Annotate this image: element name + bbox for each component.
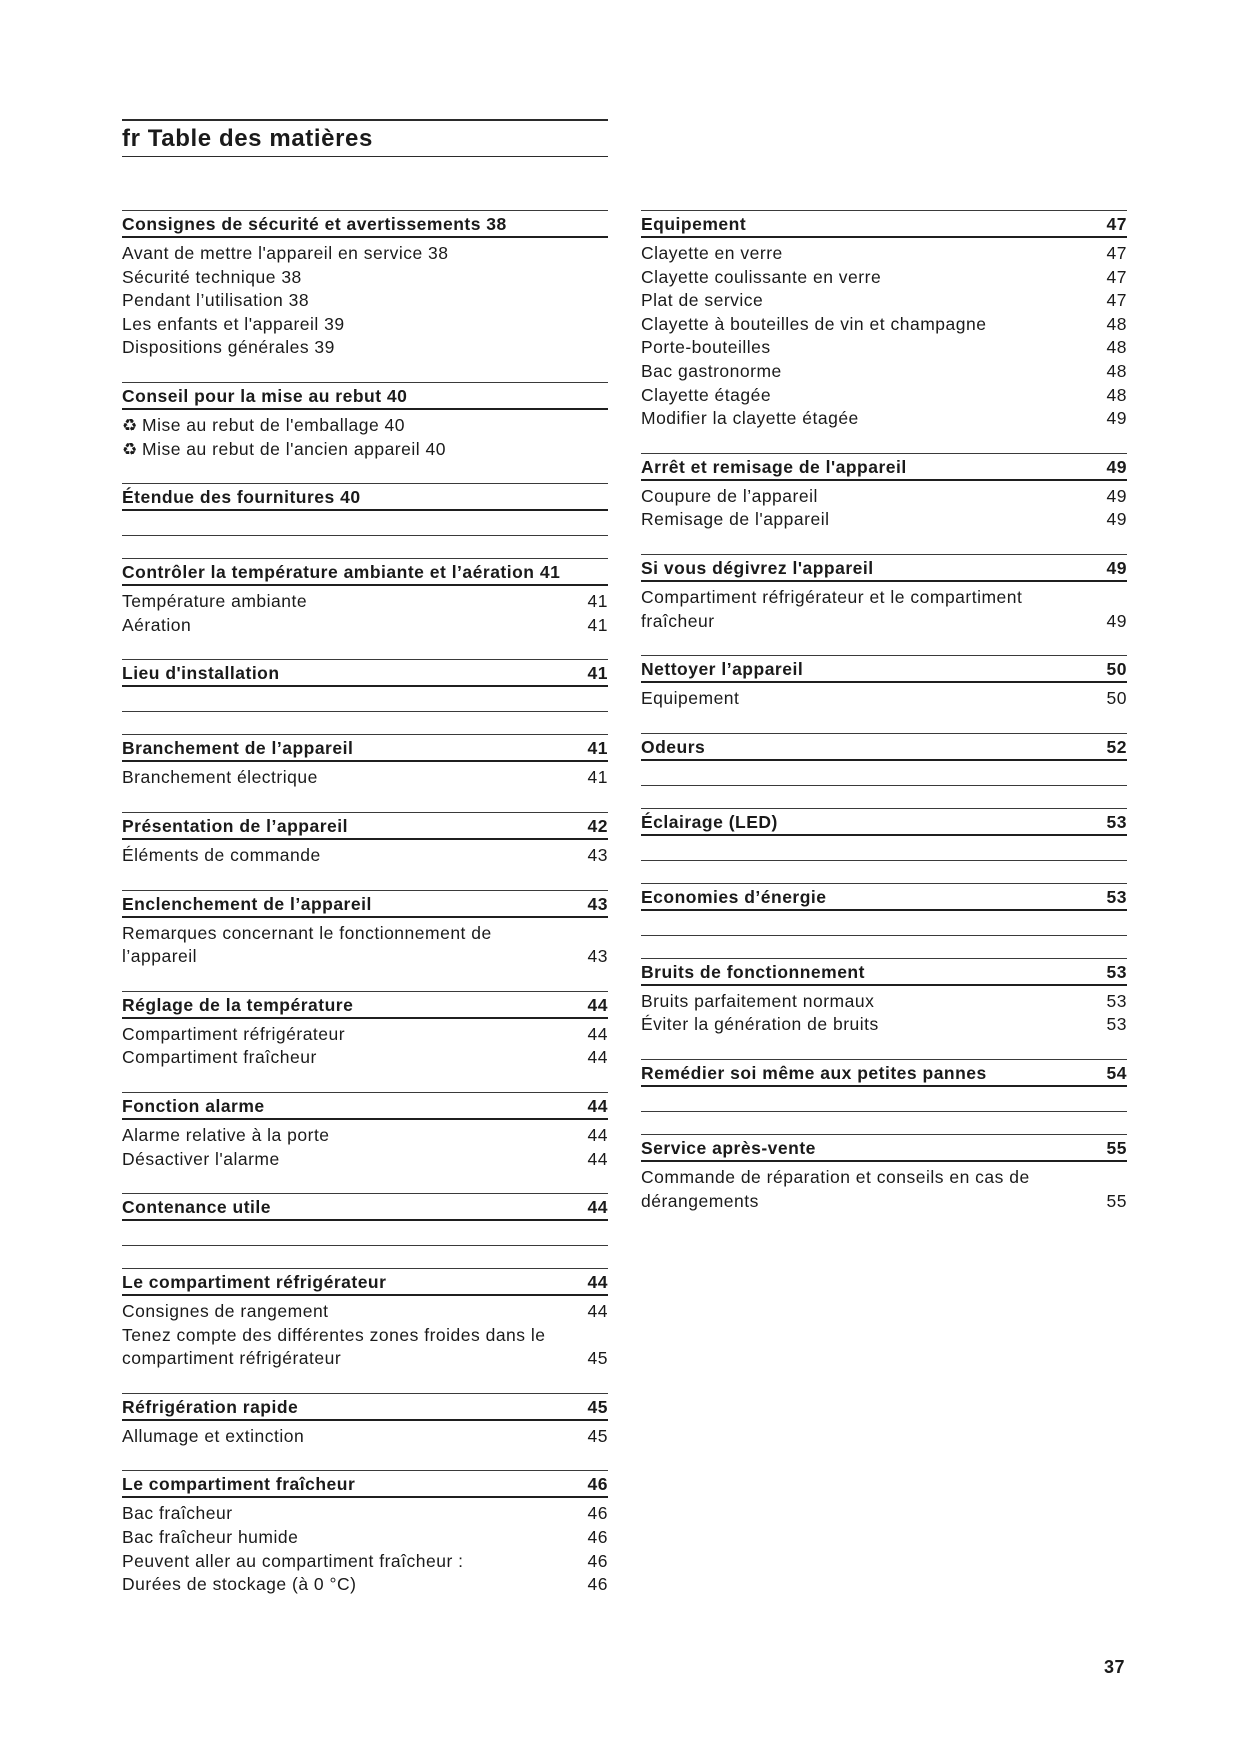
toc-entry-page: 49 (1106, 485, 1127, 506)
toc-entry[interactable] (641, 242, 1127, 266)
toc-entry-page: 53 (1106, 990, 1127, 1011)
toc-section-page: 54 (1106, 1062, 1127, 1083)
toc-entry-title (122, 336, 582, 360)
toc-entry-text: Commande de réparation et conseils en cas de dérangements (641, 1166, 1030, 1211)
toc-entry-list (122, 918, 608, 969)
toc-entry-page: 46 (587, 1527, 608, 1548)
page-number: 37 (1104, 1657, 1126, 1677)
toc-entry-title (641, 990, 1101, 1014)
toc-entry-text: Bac fraîcheur humide (122, 1527, 299, 1548)
toc-entry-list (641, 582, 1127, 633)
toc-entry-page: 46 (587, 1503, 608, 1524)
toc-section (641, 733, 1127, 786)
toc-entry[interactable] (122, 1300, 608, 1324)
toc-section-title: Contenance utile (122, 1197, 271, 1218)
toc-entry-title (641, 313, 1101, 337)
toc-entry-text: Température ambiante (122, 591, 308, 612)
toc-section-page: 44 (587, 1095, 608, 1116)
toc-entry-list (122, 1498, 608, 1596)
toc-entry-page: 48 (1106, 384, 1127, 405)
toc-section-page: 41 (587, 663, 608, 684)
toc-section-title: Fonction alarme (122, 1095, 265, 1116)
toc-entry[interactable] (641, 266, 1127, 290)
toc-entry-text: Mise au rebut de l'ancien appareil 40 (142, 438, 446, 459)
toc-section-title: Nettoyer l’appareil (641, 659, 804, 680)
toc-section-heading[interactable] (641, 554, 1127, 582)
section-divider (641, 761, 1127, 786)
toc-entry-text: Remarques concernant le fonctionnement de l’appareil (122, 922, 492, 967)
toc-section-heading[interactable] (641, 883, 1127, 911)
toc-entry-title (122, 1023, 582, 1047)
toc-section-page: 53 (1106, 886, 1127, 907)
toc-entry-title (641, 266, 1101, 290)
toc-entry-page: 48 (1106, 360, 1127, 381)
toc-entry-title (122, 1550, 582, 1574)
toc-entry-list (122, 762, 608, 790)
toc-entry-text: Mise au rebut de l'emballage 40 (142, 414, 406, 435)
toc-section-title: Economies d’énergie (641, 886, 827, 907)
toc-section-page: 45 (587, 1396, 608, 1417)
toc-section-page: 41 (587, 738, 608, 759)
toc-entry[interactable] (122, 766, 608, 790)
toc-entry-title (641, 687, 1101, 711)
toc-entry-title (122, 438, 582, 462)
toc-entry[interactable] (122, 614, 608, 638)
toc-section (122, 382, 608, 461)
toc-entry-text: Éléments de commande (122, 844, 321, 865)
toc-entry[interactable] (122, 1550, 608, 1574)
toc-section (122, 210, 608, 360)
toc-section-page: 47 (1106, 214, 1127, 234)
toc-entry-list (641, 683, 1127, 711)
toc-entry-title (122, 922, 582, 969)
toc-entry-list (122, 1296, 608, 1371)
toc-entry[interactable] (122, 313, 608, 337)
toc-section-heading[interactable] (122, 382, 608, 410)
page-title-text: fr Table des matières (122, 125, 373, 152)
toc-section-title: Réglage de la température (122, 994, 354, 1015)
toc-entry-text: Compartiment fraîcheur (122, 1047, 317, 1068)
toc-section (122, 1092, 608, 1171)
toc-section-heading[interactable] (641, 733, 1127, 761)
toc-section-heading[interactable] (122, 812, 608, 840)
toc-section-heading[interactable] (122, 659, 608, 687)
toc-entry-page: 47 (1106, 290, 1127, 311)
section-divider (122, 511, 608, 536)
toc-entry-title (122, 414, 582, 438)
toc-right-column (641, 210, 1127, 1235)
toc-section-heading[interactable] (122, 558, 608, 586)
toc-entry-title (122, 1046, 582, 1070)
toc-section-title: Éclairage (LED) (641, 811, 778, 832)
toc-entry-page: 49 (1106, 408, 1127, 429)
toc-entry[interactable] (122, 1526, 608, 1550)
toc-entry[interactable] (641, 687, 1127, 711)
toc-entry[interactable] (122, 336, 608, 360)
toc-entry[interactable] (122, 438, 608, 462)
toc-entry-page: 43 (587, 946, 608, 967)
toc-section-page: 44 (587, 994, 608, 1015)
toc-entry-title (122, 1124, 582, 1148)
toc-entry-page: 45 (587, 1348, 608, 1369)
toc-entry-list (641, 986, 1127, 1037)
toc-entry-page: 44 (587, 1047, 608, 1068)
toc-entry-text: Avant de mettre l'appareil en service 38 (122, 243, 449, 263)
toc-section (122, 483, 608, 536)
toc-entry-list (641, 238, 1127, 431)
toc-entry-page: 49 (1106, 509, 1127, 530)
toc-left-column (122, 210, 608, 1619)
toc-entry-page: 44 (587, 1301, 608, 1322)
toc-entry-text: Sécurité technique 38 (122, 266, 302, 287)
toc-section (122, 890, 608, 969)
toc-entry-text: Plat de service (641, 290, 764, 311)
toc-entry[interactable] (122, 1502, 608, 1526)
section-divider (122, 1221, 608, 1246)
toc-entry[interactable] (641, 336, 1127, 360)
toc-entry-text: Compartiment réfrigérateur (122, 1023, 346, 1044)
toc-entry-text: Bac fraîcheur (122, 1503, 233, 1524)
toc-entry-text: Durées de stockage (à 0 °C) (122, 1574, 357, 1595)
toc-section-heading[interactable] (641, 1059, 1127, 1087)
toc-section-title: Enclenchement de l’appareil (122, 893, 372, 914)
toc-section-page: 50 (1106, 659, 1127, 680)
toc-entry-text: Peuvent aller au compartiment fraîcheur : (122, 1550, 464, 1571)
toc-entry[interactable] (122, 414, 608, 438)
toc-section-heading[interactable] (641, 958, 1127, 986)
page-title (122, 119, 608, 157)
toc-section-title: Odeurs (641, 736, 706, 757)
toc-entry-text: Coupure de l’appareil (641, 485, 818, 506)
toc-section (641, 554, 1127, 633)
section-divider (641, 836, 1127, 861)
toc-entry[interactable] (122, 1573, 608, 1597)
toc-entry-text: Allumage et extinction (122, 1425, 305, 1446)
toc-section-page: 49 (1106, 456, 1127, 477)
toc-entry-text: Désactiver l'alarme (122, 1148, 280, 1169)
toc-section-title: Conseil pour la mise au rebut 40 (122, 385, 408, 406)
toc-section-heading[interactable] (641, 808, 1127, 836)
toc-section-title: Étendue des fournitures 40 (122, 487, 361, 508)
toc-entry-text: Alarme relative à la porte (122, 1124, 330, 1145)
toc-section-heading[interactable] (122, 1470, 608, 1498)
toc-section-heading[interactable] (122, 890, 608, 918)
toc-entry-text: Bac gastronorme (641, 360, 782, 381)
toc-entry-title (122, 1573, 582, 1597)
toc-entry[interactable] (641, 586, 1127, 633)
toc-entry-page: 55 (1106, 1190, 1127, 1211)
toc-section-heading[interactable] (641, 453, 1127, 481)
section-divider (122, 687, 608, 712)
toc-entry-title (122, 1425, 582, 1449)
toc-section (122, 812, 608, 868)
toc-section (641, 210, 1127, 431)
toc-entry-title (122, 266, 582, 290)
toc-section-heading[interactable] (122, 210, 608, 238)
toc-entry[interactable] (122, 922, 608, 969)
toc-entry[interactable] (641, 508, 1127, 532)
toc-entry-page: 43 (587, 844, 608, 865)
toc-entry-text: Dispositions générales 39 (122, 337, 335, 358)
toc-section-title: Le compartiment fraîcheur (122, 1474, 356, 1495)
toc-entry[interactable] (641, 289, 1127, 313)
toc-section (641, 808, 1127, 861)
toc-section (641, 1134, 1127, 1213)
toc-entry-text: Éviter la génération de bruits (641, 1014, 879, 1035)
toc-entry-text: Clayette en verre (641, 243, 783, 263)
toc-entry-title (641, 336, 1101, 360)
toc-section-title: Contrôler la température ambiante et l’aération 41 (122, 562, 561, 583)
toc-section-page: 55 (1106, 1137, 1127, 1158)
toc-entry-title (641, 360, 1101, 384)
toc-section (122, 991, 608, 1070)
toc-entry[interactable] (641, 360, 1127, 384)
toc-entry[interactable] (122, 1148, 608, 1172)
toc-entry-title (641, 586, 1101, 633)
toc-section-heading[interactable] (122, 1393, 608, 1421)
toc-entry-page: 41 (587, 591, 608, 612)
toc-entry-list (122, 410, 608, 461)
toc-entry[interactable] (122, 266, 608, 290)
toc-entry[interactable] (641, 407, 1127, 431)
toc-section (641, 1059, 1127, 1112)
toc-section-heading[interactable] (122, 1268, 608, 1296)
toc-entry-text: Equipement (641, 688, 740, 709)
toc-section-heading[interactable] (122, 991, 608, 1019)
toc-section-page: 46 (587, 1474, 608, 1495)
toc-section (122, 1268, 608, 1371)
toc-entry-text: Clayette coulissante en verre (641, 266, 882, 287)
toc-entry[interactable] (122, 1425, 608, 1449)
toc-section (122, 734, 608, 790)
toc-section-heading[interactable] (122, 483, 608, 511)
toc-entry-title (122, 289, 582, 313)
toc-entry-list (122, 1120, 608, 1171)
toc-entry-title (641, 407, 1101, 431)
toc-entry-list (122, 586, 608, 637)
toc-section-page: 53 (1106, 811, 1127, 832)
toc-section-title: Lieu d'installation (122, 663, 280, 684)
toc-section-page: 49 (1106, 557, 1127, 578)
toc-section-title: Arrêt et remisage de l'appareil (641, 456, 907, 477)
toc-section (122, 558, 608, 637)
toc-entry-text: Bruits parfaitement normaux (641, 990, 875, 1011)
toc-entry-title (122, 313, 582, 337)
toc-section-title: Si vous dégivrez l'appareil (641, 557, 874, 578)
toc-entry-page: 50 (1106, 688, 1127, 709)
toc-section-heading[interactable] (641, 1134, 1127, 1162)
toc-entry-list (122, 1019, 608, 1070)
toc-section-page: 44 (587, 1272, 608, 1293)
toc-entry-page: 53 (1106, 1014, 1127, 1035)
toc-entry-page: 44 (587, 1148, 608, 1169)
toc-entry-text: Remisage de l'appareil (641, 509, 830, 530)
toc-entry-title (641, 242, 1101, 266)
toc-entry[interactable] (122, 1046, 608, 1070)
toc-section-heading[interactable] (122, 1092, 608, 1120)
toc-entry-title (122, 1148, 582, 1172)
toc-section-title: Le compartiment réfrigérateur (122, 1272, 387, 1293)
toc-section-page: 42 (587, 815, 608, 836)
toc-section-heading[interactable] (641, 210, 1127, 238)
toc-section-page: 43 (587, 893, 608, 914)
toc-entry-page: 45 (587, 1425, 608, 1446)
toc-entry-title (122, 242, 582, 266)
toc-section-title: Bruits de fonctionnement (641, 961, 865, 982)
toc-entry-page: 44 (587, 1023, 608, 1044)
toc-entry[interactable] (641, 384, 1127, 408)
section-divider (641, 1087, 1127, 1112)
toc-section-title: Branchement de l’appareil (122, 738, 354, 759)
toc-section-title: Consignes de sécurité et avertissements 38 (122, 214, 507, 234)
toc-entry-title (122, 1502, 582, 1526)
toc-section-title: Présentation de l’appareil (122, 815, 348, 836)
toc-entry-list (122, 238, 608, 360)
toc-entry[interactable] (122, 1124, 608, 1148)
toc-section (641, 453, 1127, 532)
toc-entry-title (641, 289, 1101, 313)
toc-entry-page: 46 (587, 1574, 608, 1595)
toc-section-title: Réfrigération rapide (122, 1396, 299, 1417)
toc-entry[interactable] (122, 590, 608, 614)
toc-entry[interactable] (641, 1013, 1127, 1037)
toc-entry-page: 47 (1106, 266, 1127, 287)
toc-entry-title (122, 590, 582, 614)
toc-section (122, 1193, 608, 1246)
toc-section (122, 1393, 608, 1449)
toc-entry-title (641, 485, 1101, 509)
toc-section-heading[interactable] (122, 1193, 608, 1221)
toc-entry-text: Branchement électrique (122, 767, 318, 788)
toc-entry-title (122, 1324, 582, 1371)
toc-section-title: Equipement (641, 214, 747, 234)
toc-entry-text: Les enfants et l'appareil 39 (122, 313, 345, 334)
toc-entry-text: Tenez compte des différentes zones froides dans le compartiment réfrigérateur (122, 1324, 546, 1369)
toc-entry-text: Porte-bouteilles (641, 337, 771, 358)
toc-entry-text: Modifier la clayette étagée (641, 408, 859, 429)
toc-section-page: 44 (587, 1197, 608, 1218)
toc-section-title: Service après-vente (641, 1137, 816, 1158)
toc-section-title: Remédier soi même aux petites pannes (641, 1062, 987, 1083)
toc-entry-title (122, 614, 582, 638)
recycle-icon: ♻ (122, 439, 138, 459)
toc-section (122, 1470, 608, 1596)
toc-entry-page: 49 (1106, 610, 1127, 631)
toc-section-page: 52 (1106, 736, 1127, 757)
toc-entry-page: 47 (1106, 243, 1127, 263)
toc-entry-title (641, 1013, 1101, 1037)
section-divider (641, 911, 1127, 936)
toc-entry-title (122, 1300, 582, 1324)
toc-entry-text: Pendant l’utilisation 38 (122, 290, 310, 311)
toc-section (641, 883, 1127, 936)
toc-entry[interactable] (122, 844, 608, 868)
toc-entry[interactable] (122, 1023, 608, 1047)
toc-entry-page: 41 (587, 614, 608, 635)
recycle-icon: ♻ (122, 415, 138, 435)
toc-entry-title (641, 1166, 1101, 1213)
toc-entry-list (122, 1421, 608, 1449)
toc-section-heading[interactable] (641, 655, 1127, 683)
toc-entry-text: Clayette étagée (641, 384, 772, 405)
toc-entry-title (641, 508, 1101, 532)
toc-entry-text: Compartiment réfrigérateur et le compartiment fraîcheur (641, 586, 1023, 631)
toc-entry[interactable] (122, 289, 608, 313)
toc-entry-title (122, 844, 582, 868)
toc-entry-text: Clayette à bouteilles de vin et champagne (641, 313, 987, 334)
toc-entry-title (122, 1526, 582, 1550)
toc-section-heading[interactable] (122, 734, 608, 762)
toc-entry-page: 46 (587, 1550, 608, 1571)
toc-entry[interactable] (122, 242, 608, 266)
toc-entry-page: 41 (587, 767, 608, 788)
toc-section-page: 53 (1106, 961, 1127, 982)
toc-entry-text: Aération (122, 614, 192, 635)
toc-entry-title (122, 766, 582, 790)
toc-entry-page: 48 (1106, 337, 1127, 358)
toc-entry-list (122, 840, 608, 868)
toc-entry-title (641, 384, 1101, 408)
toc-entry[interactable] (641, 313, 1127, 337)
toc-entry-page: 44 (587, 1124, 608, 1145)
toc-entry-text: Consignes de rangement (122, 1301, 329, 1322)
toc-entry[interactable] (641, 1166, 1127, 1213)
toc-entry[interactable] (641, 990, 1127, 1014)
toc-entry[interactable] (122, 1324, 608, 1371)
toc-entry[interactable] (641, 485, 1127, 509)
toc-entry-list (641, 481, 1127, 532)
toc-section (641, 958, 1127, 1037)
toc-entry-page: 48 (1106, 313, 1127, 334)
toc-section (122, 659, 608, 712)
toc-section (641, 655, 1127, 711)
toc-entry-list (641, 1162, 1127, 1213)
